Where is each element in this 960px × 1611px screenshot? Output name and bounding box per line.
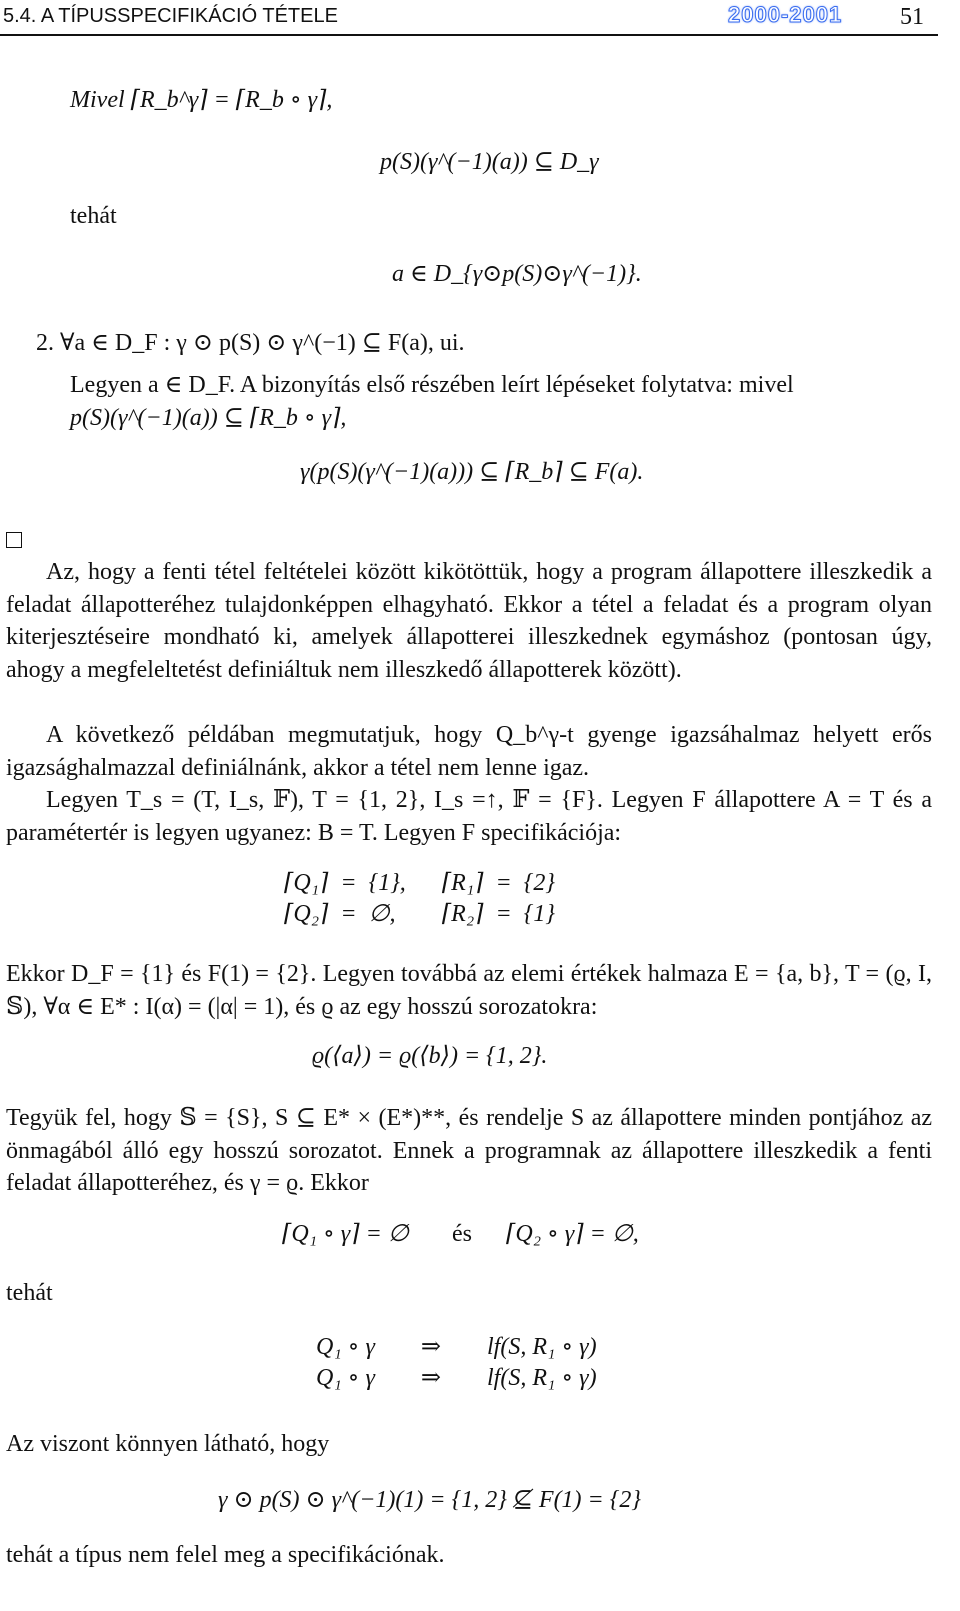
equation-gamma-ps: γ(p(S)(γ^(−1)(a))) ⊆ ⌈R_b⌉ ⊆ F(a). xyxy=(300,459,644,485)
impl-cell: lf(S, R₁ ∘ γ) xyxy=(487,1334,597,1360)
spec-cell: ⌈Q₂⌉ xyxy=(284,901,329,927)
paragraph-az-hogy xyxy=(6,556,932,686)
spec-cell: ⌈R₁⌉ xyxy=(441,870,484,896)
line-az-viszont: Az viszont könnyen látható, hogy xyxy=(6,1431,330,1457)
spec-cell: = xyxy=(340,870,357,896)
word-tehat-2: tehát xyxy=(6,1280,53,1306)
spec-row xyxy=(278,868,561,899)
impl-cell: lf(S, R₁ ∘ γ) xyxy=(487,1365,597,1391)
year-badge: 2000-2001 xyxy=(728,2,843,27)
paragraph-tegyuk xyxy=(6,1102,932,1200)
impl-cell: Q₁ ∘ γ xyxy=(316,1365,375,1391)
last-line: tehát a típus nem felel meg a specifikációnak. xyxy=(6,1542,445,1568)
specification-table xyxy=(278,868,561,930)
spec-cell: = xyxy=(340,901,357,927)
impl-cell: Q₁ ∘ γ xyxy=(316,1334,375,1360)
page-number: 51 xyxy=(900,4,924,30)
paragraph-ekkor xyxy=(6,958,932,1023)
impl-row xyxy=(310,1332,603,1363)
paragraph-ekkor-text: Ekkor D_F = {1} és F(1) = {2}. Legyen továbbá az elemi értékek halmaza E = {a, b}, T = (ϱ, I, 𝕊), ∀α ∈ E* : I(α) = (|α| = 1), és ϱ az egy hosszú sorozatokra: xyxy=(6,961,932,1020)
equation-ps-subset-d: p(S)(γ^(−1)(a)) ⊆ D_γ xyxy=(380,149,599,175)
implication-table xyxy=(310,1332,603,1394)
paragraph-kovetkezo xyxy=(6,719,932,784)
word-tehat-1: tehát xyxy=(70,203,117,229)
equation-q1-empty: ⌈Q₁ ∘ γ⌉ = ∅ xyxy=(282,1221,409,1247)
equation-a-in-d: a ∈ D_{γ⊙p(S)⊙γ^(−1)}. xyxy=(392,261,642,287)
spec-row xyxy=(278,899,561,930)
line-mivel: Mivel ⌈R_b^γ⌉ = ⌈R_b ∘ γ⌉, xyxy=(70,87,333,113)
paragraph-tegyuk-text: Tegyük fel, hogy 𝕊 = {S}, S ⊆ E* × (E*)**, és rendelje S az állapottere minden pontjához az önmagából álló egy hosszú sorozatot. Ennek a programnak az állapottere illeszkedik a fenti feladat állapotteréhez, és γ = ϱ. Ekkor xyxy=(6,1105,932,1196)
paragraph-az-hogy-text: Az, hogy a fenti tétel feltételei között kikötöttük, hogy a program állapottere illeszkedik a feladat állapotteréhez tulajdonképpen elhagyható. Ekkor a tétel a feladat és a program olyan kiterjesztéseire mondható ki, amelyek állapotterei illeszkednek egymáshoz (pontosan úgy, ahogy a megfeleltetést definiáltuk nem illeszkedő állapotterek között). xyxy=(6,559,932,683)
spec-cell: = xyxy=(495,870,512,896)
impl-cell: ⇒ xyxy=(420,1365,442,1391)
spec-cell: ∅, xyxy=(368,901,396,927)
running-head: 5.4. A TÍPUSSPECIFIKÁCIÓ TÉTELE xyxy=(3,5,338,27)
equation-rho: ϱ(⟨a⟩) = ϱ(⟨b⟩) = {1, 2}. xyxy=(312,1043,548,1069)
spec-cell: {1}, xyxy=(368,870,406,896)
equation-q2-empty: ⌈Q₂ ∘ γ⌉ = ∅, xyxy=(506,1221,639,1247)
spec-cell: {1} xyxy=(523,901,555,927)
spec-cell: ⌈R₂⌉ xyxy=(441,901,484,927)
equation-final: γ ⊙ p(S) ⊙ γ^(−1)(1) = {1, 2} ⊈ F(1) = {2} xyxy=(218,1487,641,1513)
item-2: 2. ∀a ∈ D_F : γ ⊙ p(S) ⊙ γ^(−1) ⊆ F(a), ui. xyxy=(36,330,465,356)
header-rule xyxy=(0,34,938,36)
impl-cell: ⇒ xyxy=(420,1334,442,1360)
legyen-line-1: Legyen a ∈ D_F. A bizonyítás első részében leírt lépéseket folytatva: mivel xyxy=(70,372,794,398)
paragraph-legyen-ts-text: Legyen T_s = (T, I_s, 𝔽), T = {1, 2}, I_s =↑, 𝔽 = {F}. Legyen F állapottere A = T és a paramétertér is legyen ugyanez: B = T. Legyen F specifikációja: xyxy=(6,787,932,846)
impl-row xyxy=(310,1363,603,1394)
qed-box-icon xyxy=(6,532,22,548)
spec-cell: {2} xyxy=(523,870,555,896)
paragraph-kovetkezo-text: A következő példában megmutatjuk, hogy Q_b^γ-t gyenge igazsáhalmaz helyett erős igazsághalmazzal definiálnánk, akkor a tétel nem lenne igaz. xyxy=(6,722,932,781)
spec-cell: ⌈Q₁⌉ xyxy=(284,870,329,896)
equation-es: és xyxy=(452,1221,472,1247)
legyen-line-2: p(S)(γ^(−1)(a)) ⊆ ⌈R_b ∘ γ⌉, xyxy=(70,405,347,431)
paragraph-legyen-ts xyxy=(6,784,932,849)
spec-cell: = xyxy=(495,901,512,927)
